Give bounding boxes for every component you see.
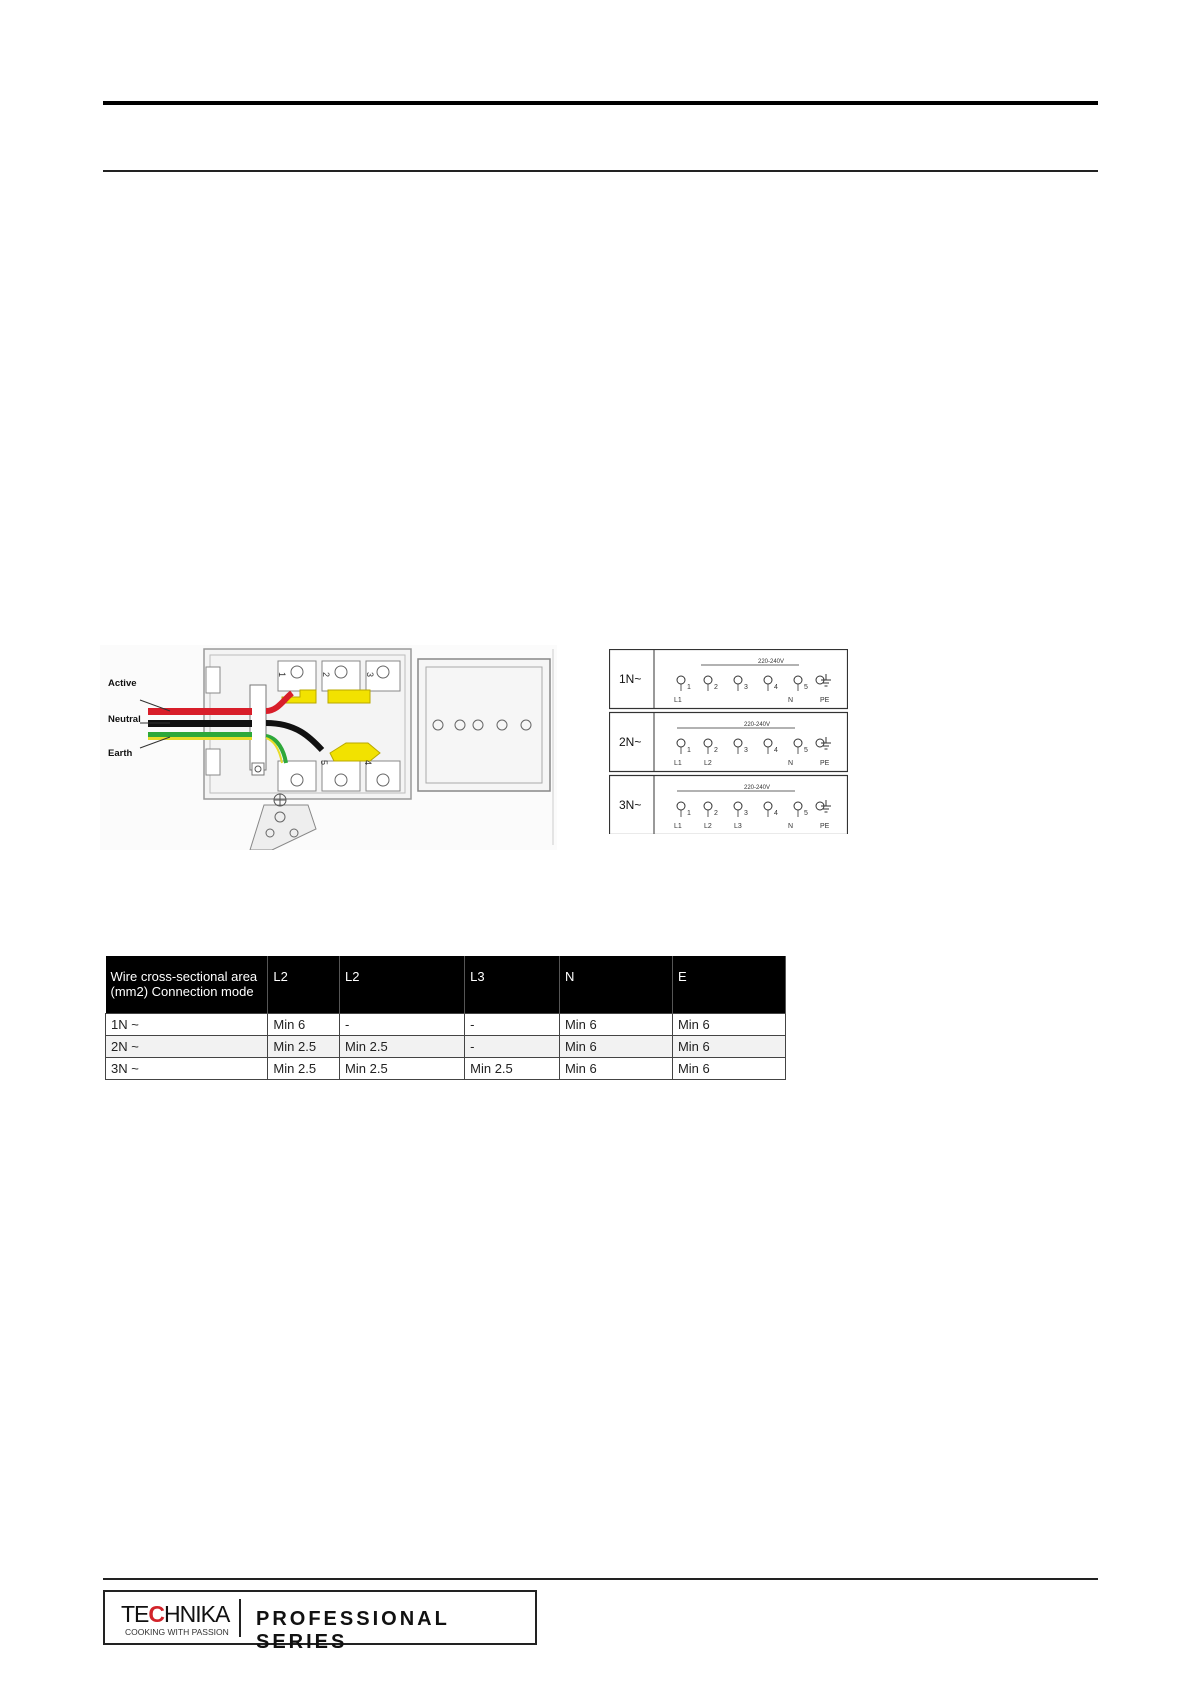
table-cell: Min 2.5 (268, 1035, 340, 1057)
table-header-cell: L3 (465, 956, 560, 1013)
brand-wordmark: TECHNIKA (121, 1601, 230, 1627)
terminal-phase-label: PE (820, 760, 830, 767)
header-rule-bottom (103, 170, 1098, 172)
terminal-number: 4 (774, 684, 778, 691)
table-cell: - (465, 1013, 560, 1035)
terminal-phase-label: PE (820, 823, 830, 830)
terminal-phase-label: L1 (674, 760, 682, 767)
terminal-number: 5 (804, 684, 808, 691)
table-cell: Min 6 (559, 1035, 672, 1057)
wiring-diagram (100, 645, 557, 850)
wire-spec-table (105, 956, 786, 1080)
table-cell: 1N ~ (106, 1013, 268, 1035)
terminal-number: 1 (687, 810, 691, 817)
label-earth: Earth (108, 748, 133, 759)
terminal-config-diagram (609, 649, 848, 834)
svg-text:3: 3 (365, 672, 375, 678)
table-row (106, 1057, 786, 1079)
terminal-phase-label: PE (820, 697, 830, 704)
table-cell: 2N ~ (106, 1035, 268, 1057)
table-cell: Min 2.5 (340, 1035, 465, 1057)
terminal-phase-label: N (788, 760, 794, 767)
terminal-phase-label: N (788, 823, 794, 830)
terminal-phase-label: L2 (704, 760, 712, 767)
svg-text:1: 1 (277, 672, 287, 678)
terminal-phase-label: L3 (734, 823, 742, 830)
terminal-number: 1 (687, 684, 691, 691)
table-cell: - (465, 1035, 560, 1057)
terminal-phase-label: L2 (704, 823, 712, 830)
terminal-phase-label: L1 (674, 823, 682, 830)
terminal-number: 2 (714, 747, 718, 754)
svg-text:4: 4 (363, 760, 373, 766)
table-cell: Min 2.5 (268, 1057, 340, 1079)
series-name: PROFESSIONAL SERIES (256, 1608, 450, 1653)
table-cell: Min 2.5 (465, 1057, 560, 1079)
terminal-number: 3 (744, 810, 748, 817)
table-cell: Min 2.5 (340, 1057, 465, 1079)
terminal-mode-label: 3N~ (619, 798, 642, 812)
terminal-number: 4 (774, 747, 778, 754)
terminal-number: 1 (687, 747, 691, 754)
table-cell: Min 6 (672, 1013, 785, 1035)
terminal-number: 3 (744, 747, 748, 754)
brand-logo (103, 1590, 537, 1653)
table-header-cell: L2 (268, 956, 340, 1013)
terminal-phase-label: L1 (674, 697, 682, 704)
terminal-mode-label: 2N~ (619, 735, 642, 749)
label-neutral: Neutral (108, 714, 141, 725)
voltage-label: 220-240V (758, 659, 785, 665)
voltage-label: 220-240V (744, 785, 771, 791)
terminal-config-row (610, 775, 848, 834)
terminal-number: 5 (804, 810, 808, 817)
table-header-cell: N (559, 956, 672, 1013)
terminal-number: 2 (714, 684, 718, 691)
table-cell: Min 6 (672, 1035, 785, 1057)
brand-tagline: COOKING WITH PASSION (125, 1627, 229, 1637)
table-row (106, 1035, 786, 1057)
table-header-cell: L2 (340, 956, 465, 1013)
table-row (106, 1013, 786, 1035)
table-header-row (106, 956, 786, 1013)
terminal-mode-label: 1N~ (619, 672, 642, 686)
logo-divider (239, 1599, 241, 1637)
terminal-number: 2 (714, 810, 718, 817)
table-cell: 3N ~ (106, 1057, 268, 1079)
table-cell: Min 6 (559, 1013, 672, 1035)
terminal-number: 3 (744, 684, 748, 691)
svg-text:2: 2 (321, 672, 331, 678)
table-cell: Min 6 (268, 1013, 340, 1035)
table-cell: - (340, 1013, 465, 1035)
table-header-cell: Wire cross-sectional area (mm2) Connection mode (106, 956, 268, 1013)
terminal-number: 4 (774, 810, 778, 817)
voltage-label: 220-240V (744, 722, 771, 728)
footer-rule (103, 1578, 1098, 1580)
header-rule-top (103, 101, 1098, 105)
table-header-cell: E (672, 956, 785, 1013)
table-cell: Min 6 (672, 1057, 785, 1079)
svg-text:5: 5 (319, 760, 329, 766)
terminal-config-row (610, 712, 848, 772)
terminal-config-row (610, 649, 848, 709)
terminal-number: 5 (804, 747, 808, 754)
terminal-phase-label: N (788, 697, 794, 704)
table-cell: Min 6 (559, 1057, 672, 1079)
label-active: Active (108, 678, 137, 689)
